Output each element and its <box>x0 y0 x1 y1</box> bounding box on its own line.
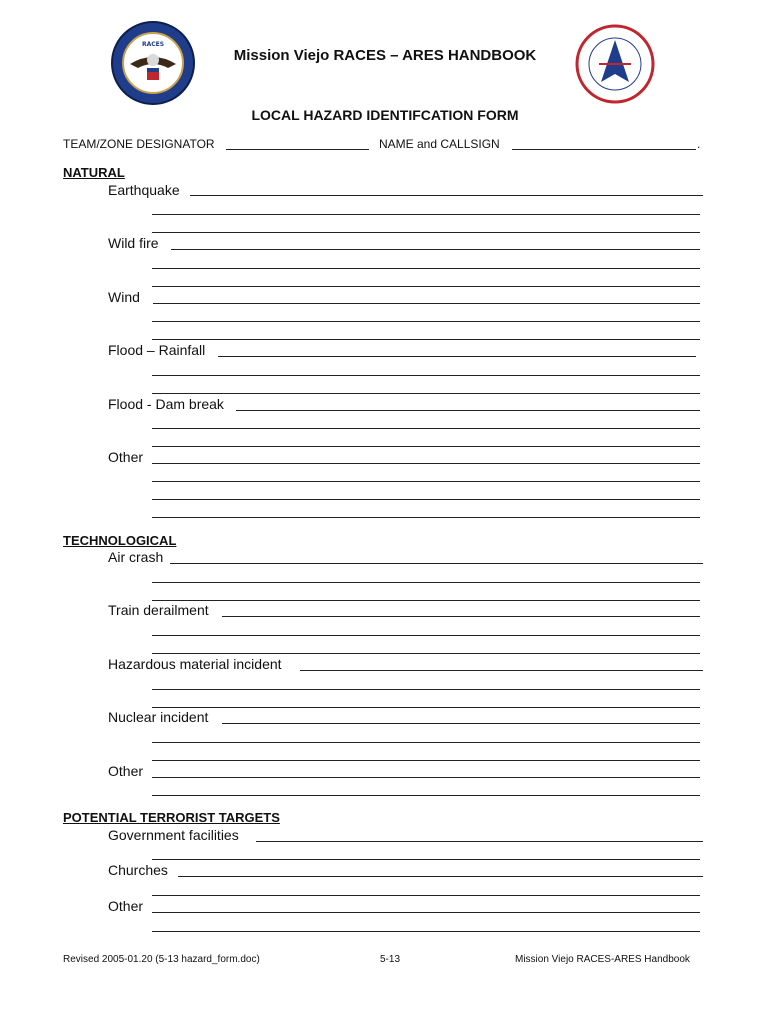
field-technological-other[interactable] <box>152 777 700 778</box>
field-government-facilities-line[interactable] <box>152 859 700 860</box>
field-nuclear-incident-line[interactable] <box>152 742 700 743</box>
label-air-crash: Air crash <box>108 549 164 565</box>
field-wind-line[interactable] <box>152 339 700 340</box>
name-callsign-period: . <box>697 137 701 151</box>
field-nuclear-incident-line[interactable] <box>152 760 700 761</box>
field-flood-rainfall-line[interactable] <box>152 393 700 394</box>
field-train-derailment-line[interactable] <box>152 653 700 654</box>
field-train-derailment[interactable] <box>222 616 700 617</box>
field-wild-fire-line[interactable] <box>152 268 700 269</box>
footer-revised: Revised 2005-01.20 (5-13 hazard_form.doc) <box>63 954 260 965</box>
label-churches: Churches <box>108 862 168 878</box>
label-train-derailment: Train derailment <box>108 602 209 618</box>
handbook-title: Mission Viejo RACES – ARES HANDBOOK <box>233 47 537 64</box>
label-flood-rainfall: Flood – Rainfall <box>108 342 206 358</box>
label-wind: Wind <box>108 289 140 305</box>
field-air-crash-line[interactable] <box>152 600 700 601</box>
ares-logo <box>575 24 655 104</box>
field-flood-dam-break-line[interactable] <box>152 446 700 447</box>
label-nuclear-incident: Nuclear incident <box>108 709 209 725</box>
label-technological-other: Other <box>108 763 144 779</box>
field-churches-line[interactable] <box>152 895 700 896</box>
field-government-facilities[interactable] <box>256 841 703 842</box>
field-technological-other-line[interactable] <box>152 795 700 796</box>
section-technological-heading: TECHNOLOGICAL <box>63 533 177 548</box>
field-terrorist-other[interactable] <box>152 912 700 913</box>
field-air-crash-line[interactable] <box>152 582 700 583</box>
field-wind[interactable] <box>153 303 700 304</box>
name-callsign-field[interactable] <box>512 149 696 150</box>
footer-page-number: 5-13 <box>380 954 401 965</box>
label-wild-fire: Wild fire <box>108 235 159 251</box>
field-air-crash[interactable] <box>170 563 703 564</box>
field-terrorist-other-line[interactable] <box>152 931 700 932</box>
svg-text:RACES: RACES <box>141 41 165 48</box>
field-natural-other-line[interactable] <box>152 517 700 518</box>
section-terrorist-heading: POTENTIAL TERRORIST TARGETS <box>63 810 280 825</box>
field-natural-other-line[interactable] <box>152 499 700 500</box>
field-natural-other-line[interactable] <box>152 481 700 482</box>
field-flood-dam-break-line[interactable] <box>152 428 700 429</box>
field-earthquake-line[interactable] <box>152 232 700 233</box>
label-terrorist-other: Other <box>108 898 144 914</box>
field-hazardous-material-line[interactable] <box>152 707 700 708</box>
field-flood-rainfall[interactable] <box>218 356 696 357</box>
field-wild-fire-line[interactable] <box>152 286 700 287</box>
field-natural-other[interactable] <box>152 463 700 464</box>
field-wind-line[interactable] <box>152 321 700 322</box>
section-natural-heading: NATURAL <box>63 165 125 180</box>
label-flood-dam-break: Flood - Dam break <box>108 396 224 412</box>
footer-handbook: Mission Viejo RACES-ARES Handbook <box>515 954 690 965</box>
field-churches[interactable] <box>178 876 703 877</box>
field-flood-rainfall-line[interactable] <box>152 375 700 376</box>
label-government-facilities: Government facilities <box>108 827 239 843</box>
form-title: LOCAL HAZARD IDENTIFCATION FORM <box>251 107 519 123</box>
field-nuclear-incident[interactable] <box>222 723 700 724</box>
field-earthquake[interactable] <box>190 195 703 196</box>
label-earthquake: Earthquake <box>108 182 180 198</box>
field-train-derailment-line[interactable] <box>152 635 700 636</box>
label-natural-other: Other <box>108 449 144 465</box>
field-hazardous-material[interactable] <box>300 670 703 671</box>
team-zone-field[interactable] <box>226 149 369 150</box>
label-hazardous-material: Hazardous material incident <box>108 656 282 672</box>
field-wild-fire[interactable] <box>171 249 700 250</box>
field-earthquake-line[interactable] <box>152 214 700 215</box>
field-hazardous-material-line[interactable] <box>152 689 700 690</box>
field-flood-dam-break[interactable] <box>236 410 700 411</box>
name-callsign-label: NAME and CALLSIGN <box>379 137 500 151</box>
team-zone-label: TEAM/ZONE DESIGNATOR <box>63 137 215 151</box>
